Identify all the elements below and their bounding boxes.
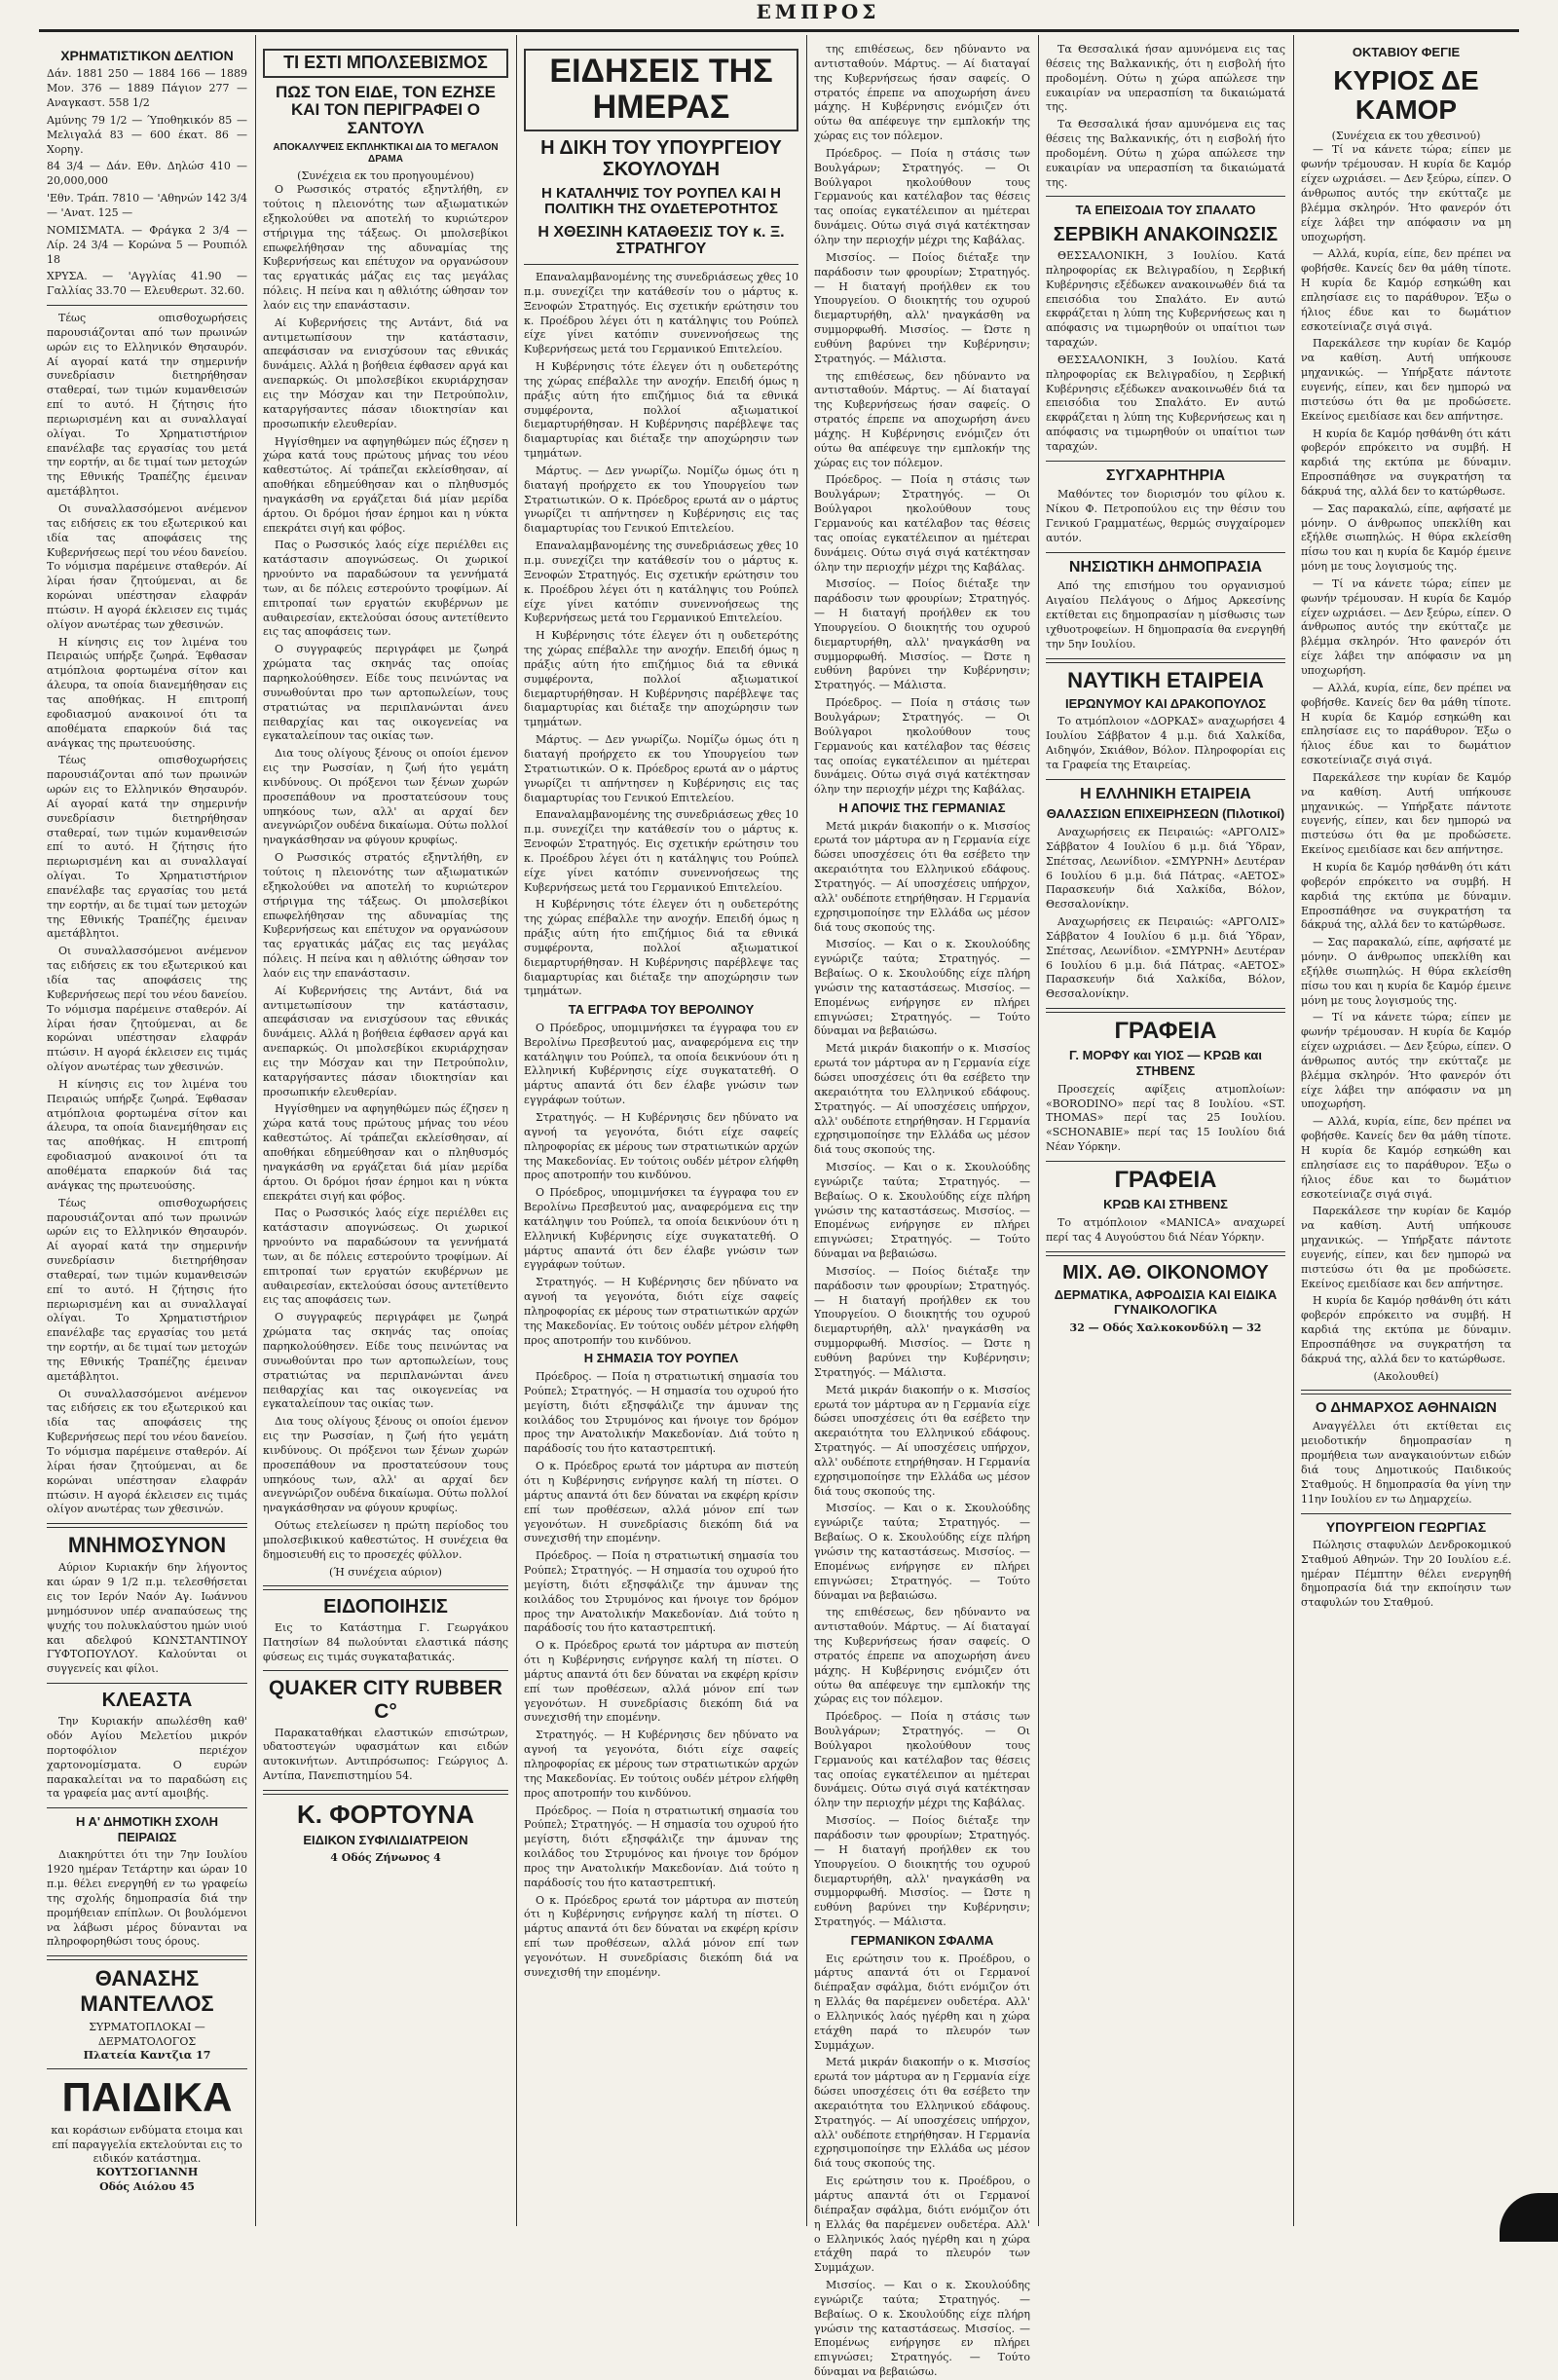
column-4 [806, 39, 1038, 2379]
article-paragraph: Πας ο Ρωσσικός λαός είχε περιέλθει εις κατάστασιν απογνώσεως. Οι χωρικοί ηρνούντο να παραδώσουν τα γεννήματά των, αι δε πόλεις εστερούντο τροφίμων. Αί επιτροπαί των εργατών εκυβέρνων με αυθαιρεσίαν, εκτελούσαι όσους αντετίθεντο εις τας αποφάσεις των. [263, 539, 508, 639]
article-paragraph: Μισσίος. — Και ο κ. Σκουλούδης εγνώριζε ταύτα; Στρατηγός. — Βεβαίως. Ο κ. Σκουλούδης είχε πλήρη γνώσιν της καταστάσεως. Μισσίος. — Επομένως ενήργησε εν πλήρει επιγνώσει; Στρατηγός. — Τούτο δύναμαι να βεβαιώσω. [814, 938, 1030, 1038]
article-paragraph: — Τί να κάνετε τώρα; είπεν με φωνήν τρέμουσαν. Η κυρία δε Καμόρ είχεν ωχριάσει. — Δεν ξεύρω, είπεν. Ο άνθρωπος αυτός την εκύτταζε με βλέμμα σκληρόν. Ήτο φανερόν ότι είχε λάβει την απόφασιν να μη υποχωρήση. [1301, 1011, 1511, 1111]
rupel-significance-heading: Η ΣΗΜΑΣΙΑ ΤΟΥ ΡΟΥΠΕΛ [583, 1351, 739, 1366]
article-paragraph: Τα Θεσσαλικά ήσαν αμυνόμενα εις τας θέσεις της Βαλκανικής, ότι η εισβολή ήτο προδομένη. Ούτω η χώρα απώλεσε την ευκαιρίαν να υπερασπίση τα δικαιώματά της. [1046, 118, 1285, 189]
article-paragraph: Δια τους ολίγους ξένους οι οποίοι έμενον εις την Ρωσσίαν, η ζωή ήτο γεμάτη κινδύνους. Οι πρόξενοι των ξένων χωρών προσεπάθουν να προστατεύσουν τους υπηκόους των, αλλ' αι αρχαί δεν ανεγνώριζον ουδένα δικαίωμα. Ούτω πολλοί ηναγκάσθησαν να φύγουν κρυφίως. [263, 747, 508, 847]
article-paragraph: Η κυρία δε Καμόρ ησθάνθη ότι κάτι φοβερόν επρόκειτο να συμβή. Η καρδιά της εκτύπα με δύναμιν. Επροσπάθησε να συγκρατήση τα δάκρυά της, αλλά δεν το κατώρθωσε. [1301, 427, 1511, 498]
article-paragraph: Ο συγγραφεύς περιγράφει με ζωηρά χρώματα τας σκηνάς τας οποίας παρηκολούθησεν. Είδε τους πεινώντας να συνωθούνται προ των αρτοπωλείων, τους στρατιώτας να περιπλανώνται άνευ πειθαρχίας και τας οικογενείας να εγκαταλείπουν τας οικίας των. [263, 643, 508, 743]
article-paragraph: Ούτως ετελείωσεν η πρώτη περίοδος του μπολσεβικικού καθεστώτος. Η συνέχεια θα δημοσιευθή εις το προσεχές φύλλον. [263, 1519, 508, 1561]
offices-heading: ΓΡΑΦΕΙΑ [1114, 1018, 1217, 1045]
continued-note: (Συνέχεια εκ του προηγουμένου) [297, 168, 474, 182]
offices-heading-2: ΓΡΑΦΕΙΑ [1114, 1166, 1217, 1193]
article-paragraph: Ο Ρωσσικός στρατός εξηντλήθη, εν τούτοις η πλειονότης των αξιωματικών εξηκολούθει να αποτελή το κυριώτερον στήριγμα της τάξεως. Οι μπολσεβίκοι επωφελήθησαν της αδυναμίας της Κυβερνήσεως και επέτυχον να οργανώσουν τας εργατικάς μάζας εις τας μεγάλας πόλεις. Η πείνα και η αθλιότης ώθησαν τον λαόν εις την επανάστασιν. [263, 851, 508, 980]
article-paragraph: — Σας παρακαλώ, είπε, αφήσατέ με μόνην. Ο άνθρωπος υπεκλίθη και εξήλθε σιωπηλώς. Η θύρα εκλείσθη πίσω του και η κυρία δε Καμόρ έμεινε μόνη με τους λογισμούς της. [1301, 936, 1511, 1007]
article-paragraph: Πας ο Ρωσσικός λαός είχε περιέλθει εις κατάστασιν απογνώσεως. Οι χωρικοί ηρνούντο να παραδώσουν τα γεννήματά των, αι δε πόλεις εστερούντο τροφίμων. Αί επιτροπαί των εργατών εκυβέρνων με αυθαιρεσίαν, εκτελούσαι όσους αντετίθεντο εις τας αποφάσεις των. [263, 1207, 508, 1307]
doctor-ad-address: 32 — Οδός Χαλκοκονδύλη — 32 [1069, 1320, 1262, 1334]
mayor-text: Αναγγέλλει ότι εκτίθεται εις μειοδοτικήν δημοπρασίαν η προμήθεια των αναγκαιούντων ειδών διά τους Δημοτικούς Παιδικούς Σταθμούς. Η δημοπρασία θα γίνη την 11ην Ιουλίου εν τω Δημαρχείω. [1301, 1420, 1511, 1506]
article-paragraph: Η κίνησις εις τον λιμένα του Πειραιώς υπήρξε ζωηρά. Έφθασαν ατμόπλοια φορτωμένα σίτον και άλευρα, τα οποία διανεμήθησαν εις τας αποθήκας. Η επιτροπή εφοδιασμού ανακοινοί ότι τα αποθέματα επαρκούν διά τας ανάγκας της πρωτευούσης. [47, 1077, 247, 1192]
divider [263, 1790, 508, 1795]
article-paragraph: Μαθόντες τον διορισμόν του φίλου κ. Νίκου Φ. Πετροπούλου εις την θέσιν του Γενικού Γραμματέως, θερμώς συγχαίρομεν αυτόν. [1046, 488, 1285, 544]
divider [1046, 1161, 1285, 1162]
advertiser-trade: ΣΥΡΜΑΤΟΠΛΟΚΑΙ — ΔΕΡΜΑΤΟΛΟΓΟΣ [89, 2021, 205, 2048]
article-paragraph: Οι συναλλασσόμενοι ανέμενον τας ειδήσεις εκ του εξωτερικού και ιδία τας αποφάσεις της Κυβερνήσεως περί του νέου δανείου. Το νόμισμα παρέμεινε σταθερόν. Αί λίραι ήσαν ζητούμεναι, αι δε κορώναι υπέστησαν ελαφράν πτώσιν. Η αγορά έκλεισεν εις τιμάς ολίγον ανωτέρας των χθεσινών. [47, 945, 247, 1074]
offices-owners: Γ. ΜΟΡΦΥ και ΥΙΟΣ — ΚΡΩΒ και ΣΤΗΒΕΝΣ [1069, 1048, 1262, 1079]
article-paragraph: Παρεκάλεσε την κυρίαν δε Καμόρ να καθίση. Αυτή υπήκουσε μηχανικώς. — Υπήρξατε πάντοτε ευγενής, είπεν, και δεν ημπορώ να πιστεύσω ότι θα με προδώσετε. Εκείνος εμειδίασε και δεν απήντησε. [1301, 1205, 1511, 1290]
article-paragraph: Δια τους ολίγους ξένους οι οποίοι έμενον εις την Ρωσσίαν, η ζωή ήτο γεμάτη κινδύνους. Οι πρόξενοι των ξένων χωρών προσεπάθουν να προστατεύσουν τους υπηκόους των, αλλ' αι αρχαί δεν ανεγνώριζον ουδένα δικαίωμα. Ούτω πολλοί ηναγκάσθησαν να φύγουν κρυφίως. [263, 1415, 508, 1515]
article-paragraph: Ο Πρόεδρος, υπομιμνήσκει τα έγγραφα του εν Βερολίνω Πρεσβευτού μας, αναφερόμενα εις την κατάληψιν του Ρούπελ, τα οποία δεικνύουν ότι η Ελληνική Κυβέρνησις είχε συγκατατεθή. Ο μάρτυς απαντά ότι δεν έλαβε γνώσιν των εγγράφων τούτων. [524, 1186, 798, 1272]
serial-title: ΚΥΡΙΟΣ ΔΕ ΚΑΜΟΡ [1333, 64, 1479, 126]
divider [47, 1523, 247, 1528]
article-paragraph: Η κυρία δε Καμόρ ησθάνθη ότι κάτι φοβερόν επρόκειτο να συμβή. Η καρδιά της εκτύπα με δύναμιν. Επροσπάθησε να συγκρατήση τα δάκρυά της, αλλά δεν το κατώρθωσε. [1301, 860, 1511, 932]
article-paragraph: Πρόεδρος. — Ποία η στρατιωτική σημασία του Ρούπελ; Στρατηγός. — Η σημασία του οχυρού ήτο μεγίστη, διότι εξησφάλιζε την άμυναν της κοιλάδος του Στρυμόνος και ήνοιγε τον δρόμον προς την Ανατολικήν Μακεδονίαν. Διά τούτο η παράδοσίς του ήτο καταστρεπτική. [524, 1549, 798, 1635]
article-paragraph: — Αλλά, κυρία, είπε, δεν πρέπει να φοβήσθε. Κανείς δεν θα μάθη τίποτε. Η κυρία δε Καμόρ εσηκώθη και επλησίασε εις το παράθυρον. Έξω ο ήλιος έδυε και το δωμάτιον εσκοτείνιαζε σιγά σιγά. [1301, 681, 1511, 767]
lost-text: Την Κυριακήν απωλέσθη καθ' οδόν Αγίου Μελετίου μικρόν πορτοφόλιον περιέχον χαρτονομίσματα. Ο ευρών παρακαλείται να το παραδώση εις τα γραφεία μας αντί αμοιβής. [47, 1715, 247, 1801]
divider [47, 1683, 247, 1684]
continued-tomorrow: (Ή συνέχεια αύριον) [329, 1565, 442, 1579]
greek-company-subheading: ΘΑΛΑΣΣΙΩΝ ΕΠΙΧΕΙΡΗΣΕΩΝ (Πιλοτικοί) [1046, 806, 1285, 822]
divider [47, 1955, 247, 1960]
article-paragraph: ΘΕΣΣΑΛΟΝΙΚΗ, 3 Ιουλίου. Κατά πληροφορίας εκ Βελιγραδίου, η Σερβική Κυβέρνησις εξέδωκεν ανακοινωθέν διά τα επεισόδια του Σπαλάτο. Εν αυτώ εκφράζεται η λύπη της Κυβερνήσεως και η απόφασις να τιμωρηθούν οι υπαίτιοι των ταραχών. [1046, 249, 1285, 350]
article-paragraph: Πρόεδρος. — Ποία η στάσις των Βουλγάρων; Στρατηγός. — Οι Βούλγαροι ηκολούθουν τους Γερμανούς και κατέλαβον τας θέσεις τας οποίας εγκατέλειπον αι ημέτεραι δυνάμεις. Ούτω σιγά σιγά κατέκτησαν όλην την περιοχήν μέχρι της Καβάλας. [814, 473, 1030, 574]
greek-company-text: Αναχωρήσεις εκ Πειραιώς: «ΑΡΓΟΛΙΣ» Σάββατον 4 Ιουλίου 6 μ.μ. διά Ύδραν, Σπέτσας, Λεωνίδιον. «ΣΜΥΡΝΗ» Δευτέραν 6 Ιουλίου 6 μ.μ. διά Πάτρας. «ΑΕΤΟΣ» Παρασκευήν διά Χαλκίδα, Βόλον, Θεσσαλονίκην. [1046, 825, 1285, 911]
trial-heading: Η ΔΙΚΗ ΤΟΥ ΥΠΟΥΡΓΕΙΟΥ ΣΚΟΥΛΟΥΔΗ [540, 136, 782, 180]
article-paragraph: Μισσίος. — Και ο κ. Σκουλούδης εγνώριζε ταύτα; Στρατηγός. — Βεβαίως. Ο κ. Σκουλούδης είχε πλήρη γνώσιν της καταστάσεως. Μισσίος. — Επομένως ενήργησε εν πλήρει επιγνώσει; Στρατηγός. — Τούτο δύναμαι να βεβαιώσω. [814, 2279, 1030, 2379]
news-of-the-day-heading: ΕΙΔΗΣΕΙΣ ΤΗΣ ΗΜΕΡΑΣ [524, 49, 798, 131]
article-paragraph: Ο κ. Πρόεδρος ερωτά τον μάρτυρα αν πιστεύη ότι η Κυβέρνησις ενήργησε καλή τη πίστει. Ο μάρτυς απαντά ότι δεν δύναται να εκφέρη κρίσιν επί των προθέσεων, αλλά μόνον επί των γεγονότων. Η συνεδρίασις διεκόπη διά να συνεχισθή την επομένην. [524, 1893, 798, 1979]
school-heading: Η Α' ΔΗΜΟΤΙΚΗ ΣΧΟΛΗ ΠΕΙΡΑΙΩΣ [75, 1814, 219, 1844]
article-paragraph: Πρόεδρος. — Ποία η στάσις των Βουλγάρων; Στρατηγός. — Οι Βούλγαροι ηκολούθουν τους Γερμανούς και κατέλαβον τας θέσεις τας οποίας εγκατέλειπον αι ημέτεραι δυνάμεις. Ούτω σιγά σιγά κατέκτησαν όλην την περιοχήν μέχρι της Καβάλας. [814, 696, 1030, 797]
doctor-ad-heading: ΜΙΧ. ΑΘ. ΟΙΚΟΝΟΜΟΥ [1062, 1261, 1269, 1283]
article-paragraph: Πρόεδρος. — Ποία η στρατιωτική σημασία του Ρούπελ; Στρατηγός. — Η σημασία του οχυρού ήτο μεγίστη, διότι εξησφάλιζε την άμυναν της κοιλάδος του Στρυμόνος και ήνοιγε τον δρόμον προς την Ανατολικήν Μακεδονίαν. Διά τούτο η παράδοσίς του ήτο καταστρεπτική. [524, 1804, 798, 1889]
divider [47, 305, 247, 306]
island-auction-heading: ΝΗΣΙΩΤΙΚΗ ΔΗΜΟΠΡΑΣΙΑ [1068, 558, 1263, 576]
offices-owners-2: ΚΡΩΒ ΚΑΙ ΣΤΗΒΕΝΣ [1103, 1197, 1228, 1212]
congratulations-heading: ΣΥΓΧΑΡΗΤΗΡΙΑ [1105, 466, 1226, 484]
article-paragraph: Πρόεδρος. — Ποία η στρατιωτική σημασία του Ρούπελ; Στρατηγός. — Η σημασία του οχυρού ήτο μεγίστη, διότι εξησφάλιζε την άμυναν της κοιλάδος του Στρυμόνος και ήνοιγε τον δρόμον προς την Ανατολικήν Μακεδονίαν. Διά τούτο η παράδοσίς του ήτο καταστρεπτική. [524, 1370, 798, 1456]
article-paragraph: — Αλλά, κυρία, είπε, δεν πρέπει να φοβήσθε. Κανείς δεν θα μάθη τίποτε. Η κυρία δε Καμόρ εσηκώθη και επλησίασε εις το παράθυρον. Έξω ο ήλιος έδυε και το δωμάτιον εσκοτείνιαζε σιγά σιγά. [1301, 1115, 1511, 1201]
article-paragraph: Ηγγίσθημεν να αφηγηθώμεν πώς έζησεν η χώρα κατά τους πρώτους μήνας του νέου καθεστώτος. Αί τράπεζαι εκλείσθησαν, αί αποθήκαι εδημεύθησαν και ο πληθυσμός ηναγκάσθη να εργάζεται διά μίαν μερίδα άρτου. Οι δρόμοι ήσαν έρημοι και η νύκτα επεκράτει σιγή και φόβος. [263, 1102, 508, 1203]
article-paragraph: Μισσίος. — Ποίος διέταξε την παράδοσιν των φρουρίων; Στρατηγός. — Η διαταγή προήλθεν εκ του Υπουργείου. Ο διοικητής του οχυρού διεμαρτυρήθη, αλλ' ηναγκάσθη να συμμορφωθή. Μισσίος. — Ώστε η ευθύνη βαρύνει την Κυβέρνησιν; Στρατηγός. — Μάλιστα. [814, 250, 1030, 365]
article-paragraph: Μισσίος. — Ποίος διέταξε την παράδοσιν των φρουρίων; Στρατηγός. — Η διαταγή προήλθεν εκ του Υπουργείου. Ο διοικητής του οχυρού διεμαρτυρήθη, αλλ' ηναγκάσθη να συμμορφωθή. Μισσίος. — Ώστε η ευθύνη βαρύνει την Κυβέρνησιν; Στρατηγός. — Μάλιστα. [814, 577, 1030, 692]
fortouna-address: 4 Οδός Ζήνωνος 4 [330, 1851, 441, 1865]
column-6 [1293, 39, 1519, 2220]
column-2 [255, 39, 516, 2220]
article-paragraph: Αί Κυβερνήσεις της Αντάντ, διά να αντιμετωπίσουν την κατάστασιν, απεφάσισαν να ενισχύσουν τας εθνικάς δυνάμεις. Αλλά η βοήθεια έφθασεν αργά και ανεπαρκώς. Οι μπολσεβίκοι εκυριάρχησαν εις την Μόσχαν και την Πετρούπολιν, καταργήσαντες πάσαν ιδιοκτησίαν και προσωπικήν ελευθερίαν. [263, 984, 508, 1098]
article-paragraph: Μισσίος. — Και ο κ. Σκουλούδης εγνώριζε ταύτα; Στρατηγός. — Βεβαίως. Ο κ. Σκουλούδης είχε πλήρη γνώσιν της καταστάσεως. Μισσίος. — Επομένως ενήργησε εν πλήρει επιγνώσει; Στρατηγός. — Τούτο δύναμαι να βεβαιώσω. [814, 1161, 1030, 1261]
divider [1046, 552, 1285, 553]
german-error-heading: ΓΕΡΜΑΝΙΚΟΝ ΣΦΑΛΜΑ [850, 1932, 994, 1948]
fortouna-text: ΕΙΔΙΚΟΝ ΣΥΦΙΛΙΔΙΑΤΡΕΙΟΝ [303, 1832, 468, 1847]
article-paragraph: Στρατηγός. — Η Κυβέρνησις δεν ηδύνατο να αγνοή τα γεγονότα, διότι είχε σαφείς πληροφορίας εκ μέρους των στρατιωτικών αρχών της Μακεδονίας. Εν τούτοις ουδέν μέτρον ελήφθη προς αποτροπήν του κινδύνου. [524, 1276, 798, 1347]
shop-address: Οδός Αιόλου 45 [99, 2179, 195, 2193]
bolshevism-kicker: ΑΠΟΚΑΛΥΨΕΙΣ ΕΚΠΛΗΚΤΙΚΑΙ ΔΙΑ ΤΟ ΜΕΓΑΛΟΝ ΔΡΑΜΑ [273, 141, 499, 165]
article-paragraph: της επιθέσεως, δεν ηδύναντο να αντισταθούν. Μάρτυς. — Αί διαταγαί της Κυβερνήσεως ήσαν σαφείς. Ο στρατός έπρεπε να αποχωρήση άνευ μάχης. Η Κυβέρνησις ενόμιζεν ότι ούτω θα απέφευγε την εμπλοκήν της χώρας εις τον πόλεμον. [814, 1606, 1030, 1706]
agriculture-text: Πώλησις σταφυλών Δενδροκομικού Σταθμού Αθηνών. Την 20 Ιουλίου ε.έ. ημέραν Πέμπτην θέλει ενεργηθή δημοπρασία διά την εκποίησιν των σταφυλών του Σταθμού. [1301, 1538, 1511, 1610]
stock-line: 84 3/4 — Δάν. Εθν. Δηλώσ 410 — 20,000,000 [47, 160, 247, 188]
article-paragraph: ΘΕΣΣΑΛΟΝΙΚΗ, 3 Ιουλίου. Κατά πληροφορίας εκ Βελιγραδίου, η Σερβική Κυβέρνησις εξέδωκεν ανακοινωθέν διά τα επεισόδια του Σπαλάτο. Εν αυτώ εκφράζεται η λύπη της Κυβερνήσεως και η απόφασις να τιμωρηθούν οι υπαίτιοι των ταραχών. [1046, 353, 1285, 453]
article-paragraph: Εις ερώτησιν του κ. Προέδρου, ο μάρτυς απαντά ότι οι Γερμανοί διέπραξαν σφάλμα, διότι ενόμιζον ότι η Ελλάς θα παρέμενεν ουδετέρα. Αλλ' ο Ελληνικός λαός ηγέρθη και η χώρα ετάχθη παρά το πλευρόν των Συμμάχων. [814, 1952, 1030, 2052]
quaker-heading: QUAKER CITY RUBBER C° [269, 1677, 502, 1723]
article-paragraph: Τα Θεσσαλικά ήσαν αμυνόμενα εις τας θέσεις της Βαλκανικής, ότι η εισβολή ήτο προδομένη. Ούτω η χώρα απώλεσε την ευκαιρίαν να υπερασπίση τα δικαιώματά της. [1046, 43, 1285, 114]
article-paragraph: — Σας παρακαλώ, είπε, αφήσατέ με μόνην. Ο άνθρωπος υπεκλίθη και εξήλθε σιωπηλώς. Η θύρα εκλείσθη πίσω του και η κυρία δε Καμόρ έμεινε μόνη με τους λογισμούς της. [1301, 502, 1511, 574]
shipping-company-text: Το ατμόπλοιον «ΔΟΡΚΑΣ» αναχωρήσει 4 Ιουλίου Σάββατον 4 μ.μ. διά Χαλκίδα, Αιδηψόν, Σκιάθον, Βόλον. Πληροφορίαι εις τα Γραφεία της Εταιρείας. [1046, 715, 1285, 771]
fortouna-heading: Κ. ΦΟΡΤΟΥΝΑ [297, 1800, 474, 1830]
article-paragraph: — Αλλά, κυρία, είπε, δεν πρέπει να φοβήσθε. Κανείς δεν θα μάθη τίποτε. Η κυρία δε Καμόρ εσηκώθη και επλησίασε εις το παράθυρον. Έξω ο ήλιος έδυε και το δωμάτιον εσκοτείνιαζε σιγά σιγά. [1301, 247, 1511, 333]
divider [1301, 1390, 1511, 1395]
article-paragraph: Η κυρία δε Καμόρ ησθάνθη ότι κάτι φοβερόν επρόκειτο να συμβή. Η καρδιά της εκτύπα με δύναμιν. Επροσπάθησε να συγκρατήση τα δάκρυά της, αλλά δεν το κατώρθωσε. [1301, 1294, 1511, 1365]
article-paragraph: Μετά μικράν διακοπήν ο κ. Μισσίος ερωτά τον μάρτυρα αν η Γερμανία είχε δώσει υποσχέσεις ότι θα εσέβετο την ακεραιότητα του Ελληνικού εδάφους. Στρατηγός. — Αί υποσχέσεις υπήρχον, αλλ' ουδέποτε ετηρήθησαν. Η Γερμανία εχρησιμοποίησε την Ελλάδα ως μέσον διά τους σκοπούς της. [814, 819, 1030, 934]
stock-line: Δάν. 1881 250 — 1884 166 — 1889 Μον. 376 — 1889 Πάγιον 277 — Αναγκαστ. 558 1/2 [47, 67, 247, 110]
article-paragraph: Επαναλαμβανομένης της συνεδριάσεως χθες 10 π.μ. συνεχίζει την κατάθεσίν του ο μάρτυς κ. Ξενοφών Στρατηγός. Εις σχετικήν ερώτησιν του κ. Προέδρου λέγει ότι η κατάληψις του Ρούπελ είχε γίνει κατόπιν συνεννοήσεως της Κυβερνήσεως μετά του Γερμανικού Επιτελείου. [524, 270, 798, 356]
article-paragraph: Εις ερώτησιν του κ. Προέδρου, ο μάρτυς απαντά ότι οι Γερμανοί διέπραξαν σφάλμα, διότι ενόμιζον ότι η Ελλάς θα παρέμενεν ουδετέρα. Αλλ' ο Ελληνικός λαός ηγέρθη και η χώρα ετάχθη παρά το πλευρόν των Συμμάχων. [814, 2175, 1030, 2275]
article-paragraph: Επαναλαμβανομένης της συνεδριάσεως χθες 10 π.μ. συνεχίζει την κατάθεσίν του ο μάρτυς κ. Ξενοφών Στρατηγός. Εις σχετικήν ερώτησιν του κ. Προέδρου λέγει ότι η κατάληψις του Ρούπελ είχε γίνει κατόπιν συνεννοήσεως της Κυβερνήσεως μετά του Γερμανικού Επιτελείου. [524, 808, 798, 894]
article-paragraph: Παρεκάλεσε την κυρίαν δε Καμόρ να καθίση. Αυτή υπήκουσε μηχανικώς. — Υπήρξατε πάντοτε ευγενής, είπεν, και δεν ημπορώ να πιστεύσω ότι θα με προδώσετε. Εκείνος εμειδίασε και δεν απήντησε. [1301, 337, 1511, 423]
article-paragraph: Η κίνησις εις τον λιμένα του Πειραιώς υπήρξε ζωηρά. Έφθασαν ατμόπλοια φορτωμένα σίτον και άλευρα, τα οποία διανεμήθησαν εις τας αποθήκας. Η επιτροπή εφοδιασμού ανακοινοί ότι τα αποθέματα επαρκούν διά τας ανάγκας της πρωτευούσης. [47, 635, 247, 750]
divider [524, 264, 798, 265]
shipping-company-owners: ΙΕΡΩΝΥΜΟΥ ΚΑΙ ΔΡΑΚΟΠΟΥΛΟΣ [1064, 695, 1267, 711]
article-paragraph: Πρόεδρος. — Ποία η στάσις των Βουλγάρων; Στρατηγός. — Οι Βούλγαροι ηκολούθουν τους Γερμανούς και κατέλαβον τας θέσεις τας οποίας εγκατέλειπον αι ημέτεραι δυνάμεις. Ούτω σιγά σιγά κατέκτησαν όλην την περιοχήν μέχρι της Καβάλας. [814, 1710, 1030, 1810]
divider [47, 1807, 247, 1808]
divider [263, 1585, 508, 1590]
advertiser-address: Πλατεία Καντζια 17 [83, 2048, 211, 2062]
testimony-heading: Η ΧΘΕΣΙΝΗ ΚΑΤΑΘΕΣΙΣ ΤΟΥ κ. Ξ. ΣΤΡΑΤΗΓΟΥ [538, 223, 785, 258]
article-paragraph: Τέως οπισθοχωρήσεις παρουσιάζονται από των πρωινών ωρών εις το Ελληνικόν Θησαυρόν. Αί αγοραί κατά την σημερινήν συνεδρίασιν διετηρήθησαν σταθεραί, των τιμών κυμανθεισών επί το αυτό. Η ζήτησις ήτο περιωρισμένη και αι συναλλαγαί ολίγαι. Το Χρηματιστήριον επανέλαβε τας εργασίας του μετά την εορτήν, αι δε τιμαί των μετοχών της Εθνικής Τραπέζης έμειναν αμετάβλητοι. [47, 754, 247, 941]
divider [1046, 461, 1285, 462]
article-paragraph: της επιθέσεως, δεν ηδύναντο να αντισταθούν. Μάρτυς. — Αί διαταγαί της Κυβερνήσεως ήσαν σαφείς. Ο στρατός έπρεπε να αποχωρήση άνευ μάχης. Η Κυβέρνησις ενόμιζεν ότι ούτω θα απέφευγε την εμπλοκήν της χώρας εις τον πόλεμον. [814, 369, 1030, 469]
article-paragraph: Μάρτυς. — Δεν γνωρίζω. Νομίζω όμως ότι η διαταγή προήρχετο εκ του Υπουργείου των Στρατιωτικών. Ο κ. Πρόεδρος ερωτά αν ο μάρτυς γνωρίζει τι απήντησεν η Κυβέρνησις εις τας διαμαρτυρίας του Γενικού Επιτελείου. [524, 464, 798, 536]
article-paragraph: Ο κ. Πρόεδρος ερωτά τον μάρτυρα αν πιστεύη ότι η Κυβέρνησις ενήργησε καλή τη πίστει. Ο μάρτυς απαντά ότι δεν δύναται να εκφέρη κρίσιν επί των προθέσεων, αλλά μόνον επί των γεγονότων. Η συνεδρίασις διεκόπη διά να συνεχισθή την επομένην. [524, 1639, 798, 1725]
article-paragraph: Ηγγίσθημεν να αφηγηθώμεν πώς έζησεν η χώρα κατά τους πρώτους μήνας του νέου καθεστώτος. Αί τράπεζαι εκλείσθησαν, αί αποθήκαι εδημεύθησαν και ο πληθυσμός ηναγκάσθη να εργάζεται διά μίαν μερίδα άρτου. Οι δρόμοι ήσαν έρημοι και η νύκτα επεκράτει σιγή και φόβος. [263, 434, 508, 535]
quaker-text: Παρακαταθήκαι ελαστικών επισώτρων, υδατοστεγών υφασμάτων και ειδών αυτοκινήτων. Αντιπρόσωπος: Γεώργιος Δ. Αντίπα, Πανεπιστημίου 54. [263, 1726, 508, 1783]
article-paragraph: Ο κ. Πρόεδρος ερωτά τον μάρτυρα αν πιστεύη ότι η Κυβέρνησις ενήργησε καλή τη πίστει. Ο μάρτυς απαντά ότι δεν δύναται να εκφέρη κρίσιν επί των προθέσεων, αλλά μόνον επί των γεγονότων. Η συνεδρίασις διεκόπη διά να συνεχισθή την επομένην. [524, 1460, 798, 1545]
article-paragraph: Τέως οπισθοχωρήσεις παρουσιάζονται από των πρωινών ωρών εις το Ελληνικόν Θησαυρόν. Αί αγοραί κατά την σημερινήν συνεδρίασιν διετηρήθησαν σταθεραί, των τιμών κυμανθεισών επί το αυτό. Η ζήτησις ήτο περιωρισμένη και αι συναλλαγαί ολίγαι. Το Χρηματιστήριον επανέλαβε τας εργασίας του μετά την εορτήν, αι δε τιμαί των μετοχών της Εθνικής Τραπέζης έμειναν αμετάβλητοι. [47, 1196, 247, 1383]
stock-bulletin-heading: ΧΡΗΜΑΤΙΣΤΙΚΟΝ ΔΕΛΤΙΟΝ [60, 48, 234, 63]
greek-company-heading: Η ΕΛΛΗΝΙΚΗ ΕΤΑΙΡΕΙΑ [1080, 785, 1251, 802]
article-paragraph: Ο Πρόεδρος, υπομιμνήσκει τα έγγραφα του εν Βερολίνω Πρεσβευτού μας, αναφερόμενα εις την κατάληψιν του Ρούπελ, τα οποία δεικνύουν ότι η Ελληνική Κυβέρνησις είχε συγκατατεθή. Ο μάρτυς απαντά ότι δεν έλαβε γνώσιν των εγγράφων τούτων. [524, 1021, 798, 1107]
bolshevism-subheading: ΠΩΣ ΤΟΝ ΕΙΔΕ, ΤΟΝ ΕΖΗΣΕ ΚΑΙ ΤΟΝ ΠΕΡΙΓΡΑΦΕΙ Ο ΣΑΝΤΟΥΛ [275, 82, 497, 138]
stock-line: Αμύνης 79 1/2 — Ύποθηκικόν 85 — Μελιγαλά 83 — 600 έκατ. 86 — Χορηγ. [47, 113, 247, 156]
article-paragraph: Ο συγγραφεύς περιγράφει με ζωηρά χρώματα τας σκηνάς τας οποίας παρηκολούθησεν. Είδε τους πεινώντας να συνωθούνται προ των αρτοπωλείων, τους στρατιώτας να περιπλανώνται άνευ πειθαρχίας και τας οικογενείας να εγκαταλείπουν τας οικίας των. [263, 1311, 508, 1411]
agriculture-heading: ΥΠΟΥΡΓΕΙΟΝ ΓΕΩΡΓΙΑΣ [1325, 1518, 1487, 1535]
memorial-heading: ΜΝΗΜΟΣΥΝΟΝ [67, 1533, 227, 1558]
article-paragraph: Μετά μικράν διακοπήν ο κ. Μισσίος ερωτά τον μάρτυρα αν η Γερμανία είχε δώσει υποσχέσεις ότι θα εσέβετο την ακεραιότητα του Ελληνικού εδάφους. Στρατηγός. — Αί υποσχέσεις υπήρχον, αλλ' ουδέποτε ετηρήθησαν. Η Γερμανία εχρησιμοποίησε την Ελλάδα ως μέσον διά τους σκοπούς της. [814, 1042, 1030, 1157]
shipping-company-heading: ΝΑΥΤΙΚΗ ΕΤΑΙΡΕΙΑ [1067, 667, 1264, 692]
offices-text: Προσεχείς αφίξεις ατμοπλοίων: «BORODINO» περί τας 8 Ιουλίου. «ST. THOMAS» περί τας 25 Ιουλίου. «SCHONABIE» περί τας 15 Ιουλίου διά Νέαν Υόρκην. [1046, 1082, 1285, 1154]
article-paragraph: Η Κυβέρνησις τότε έλεγεν ότι η ουδετερότης της χώρας επέβαλλε την ανοχήν. Επειδή όμως η πράξις αύτη ήτο επιζήμιος διά τα εθνικά συμφέροντα, πολλοί αξιωματικοί διεμαρτυρήθησαν. Η Κυβέρνησις παρέβλεψε τας διαμαρτυρίας και διέταξε την αποχώρησιν των τμημάτων. [524, 360, 798, 461]
notice-text: Εις το Κατάστημα Γ. Γεωργάκου Πατησίων 84 πωλούνται ελαστικά πάσης φύσεως εις τιμάς συγκαταβατικάς. [263, 1620, 508, 1663]
divider [1046, 196, 1285, 197]
divider [1046, 779, 1285, 780]
article-paragraph: Η Κυβέρνησις τότε έλεγεν ότι η ουδετερότης της χώρας επέβαλλε την ανοχήν. Επειδή όμως η πράξις αύτη ήτο επιζήμιος διά τα εθνικά συμφέροντα, πολλοί αξιωματικοί διεμαρτυρήθησαν. Η Κυβέρνησις παρέβλεψε τας διαμαρτυρίας και διέταξε την αποχώρησιν των τμημάτων. [524, 629, 798, 729]
greek-company-text: Αναχωρήσεις εκ Πειραιώς: «ΑΡΓΟΛΙΣ» Σάββατον 4 Ιουλίου 6 μ.μ. διά Ύδραν, Σπέτσας, Λεωνίδιον. «ΣΜΥΡΝΗ» Δευτέραν 6 Ιουλίου 6 μ.μ. διά Πάτρας. «ΑΕΤΟΣ» Παρασκευήν διά Χαλκίδα, Βόλον, Θεσσαλονίκην. [1046, 915, 1285, 1001]
lost-heading: ΚΛΕΑΣΤΑ [101, 1690, 193, 1712]
article-paragraph: Μάρτυς. — Δεν γνωρίζω. Νομίζω όμως ότι η διαταγή προήρχετο εκ του Υπουργείου των Στρατιωτικών. Ο κ. Πρόεδρος ερωτά αν ο μάρτυς γνωρίζει τι απήντησεν η Κυβέρνησις εις τας διαμαρτυρίας του Γενικού Επιτελείου. [524, 733, 798, 804]
article-paragraph: — Τί να κάνετε τώρα; είπεν με φωνήν τρέμουσαν. Η κυρία δε Καμόρ είχεν ωχριάσει. — Δεν ξεύρω, είπεν. Ο άνθρωπος αυτός την εκύτταζε με βλέμμα σκληρόν. Ήτο φανερόν ότι είχε λάβει την απόφασιν να μη υποχωρήση. [1301, 143, 1511, 243]
article-paragraph: Στρατηγός. — Η Κυβέρνησις δεν ηδύνατο να αγνοή τα γεγονότα, διότι είχε σαφείς πληροφορίας εκ μέρους των στρατιωτικών αρχών της Μακεδονίας. Εν τούτοις ουδέν μέτρον ελήφθη προς αποτροπήν του κινδύνου. [524, 1729, 798, 1800]
mayor-heading: Ο ΔΗΜΑΡΧΟΣ ΑΘΗΝΑΙΩΝ [1315, 1398, 1498, 1416]
divider [1046, 1251, 1285, 1256]
article-paragraph: Τέως οπισθοχωρήσεις παρουσιάζονται από των πρωινών ωρών εις το Ελληνικόν Θησαυρόν. Αί αγοραί κατά την σημερινήν συνεδρίασιν διετηρήθησαν σταθεραί, των τιμών κυμανθεισών επί το αυτό. Η ζήτησις ήτο περιωρισμένη και αι συναλλαγαί ολίγαι. Το Χρηματιστήριον επανέλαβε τας εργασίας του μετά την εορτήν, αι δε τιμαί των μετοχών της Εθνικής Τραπέζης έμειναν αμετάβλητοι. [47, 312, 247, 499]
divider [1046, 658, 1285, 663]
serial-author: ΟΚΤΑΒΙΟΥ ΦΕΓΙΕ [1352, 45, 1461, 59]
notice-heading: ΕΙΔΟΠΟΙΗΣΙΣ [323, 1595, 448, 1618]
article-paragraph: Μετά μικράν διακοπήν ο κ. Μισσίος ερωτά τον μάρτυρα αν η Γερμανία είχε δώσει υποσχέσεις ότι θα εσέβετο την ακεραιότητα του Ελληνικού εδάφους. Στρατηγός. — Αί υποσχέσεις υπήρχον, αλλ' ουδέποτε ετηρήθησαν. Η Γερμανία εχρησιμοποίησε την Ελλάδα ως μέσον διά τους σκοπούς της. [814, 1383, 1030, 1498]
article-paragraph: — Τί να κάνετε τώρα; είπεν με φωνήν τρέμουσαν. Η κυρία δε Καμόρ είχεν ωχριάσει. — Δεν ξεύρω, είπεν. Ο άνθρωπος αυτός την εκύτταζε με βλέμμα σκληρόν. Ήτο φανερόν ότι είχε λάβει την απόφασιν να μη υποχωρήση. [1301, 576, 1511, 678]
spalato-heading: ΤΑ ΕΠΕΙΣΟΔΙΑ ΤΟΥ ΣΠΑΛΑΤΟ [1075, 203, 1256, 218]
continued-note: (Συνέχεια εκ του χθεσινού) [1331, 130, 1481, 143]
article-paragraph: της επιθέσεως, δεν ηδύναντο να αντισταθούν. Μάρτυς. — Αί διαταγαί της Κυβερνήσεως ήσαν σαφείς. Ο στρατός έπρεπε να αποχωρήση άνευ μάχης. Η Κυβέρνησις ενόμιζεν ότι ούτω θα απέφευγε την εμπλοκήν της χώρας εις τον πόλεμον. [814, 43, 1030, 143]
school-text: Διακηρύττει ότι την 7ην Ιουλίου 1920 ημέραν Τετάρτην και ώραν 10 π.μ. θέλει ενεργηθή εν τω γραφείω της σχολής δημοπρασία διά την προμήθειαν επίπλων. Οι βουλόμενοι να λάβωσι μέρος δύνανται να πληροφορηθώσι τους όρους. [47, 1848, 247, 1949]
childrens-clothing-heading: ΠΑΙΔΙΚΑ [61, 2074, 233, 2121]
article-paragraph: Η Κυβέρνησις τότε έλεγεν ότι η ουδετερότης της χώρας επέβαλλε την ανοχήν. Επειδή όμως η πράξις αύτη ήτο επιζήμιος διά τα εθνικά συμφέροντα, πολλοί αξιωματικοί διεμαρτυρήθησαν. Η Κυβέρνησις παρέβλεψε τας διαμαρτυρίας και διέταξε την αποχώρησιν των τμημάτων. [524, 898, 798, 998]
berlin-documents-heading: ΤΑ ΕΓΓΡΑΦΑ ΤΟΥ ΒΕΡΟΛΙΝΟΥ [568, 1002, 755, 1018]
article-paragraph: Μετά μικράν διακοπήν ο κ. Μισσίος ερωτά τον μάρτυρα αν η Γερμανία είχε δώσει υποσχέσεις ότι θα εσέβετο την ακεραιότητα του Ελληνικού εδάφους. Στρατηγός. — Αί υποσχέσεις υπήρχον, αλλ' ουδέποτε ετηρήθησαν. Η Γερμανία εχρησιμοποίησε την Ελλάδα ως μέσον διά τους σκοπούς της. [814, 2056, 1030, 2171]
article-paragraph: Αί Κυβερνήσεις της Αντάντ, διά να αντιμετωπίσουν την κατάστασιν, απεφάσισαν να ενισχύσουν τας εθνικάς δυνάμεις. Αλλά η βοήθεια έφθασεν αργά και ανεπαρκώς. Οι μπολσεβίκοι εκυριάρχησαν εις την Μόσχαν και την Πετρούπολιν, καταργήσαντες πάσαν ιδιοκτησίαν και προσωπικήν ελευθερίαν. [263, 316, 508, 430]
serbian-announcement-heading: ΣΕΡΒΙΚΗ ΑΝΑΚΟΙΝΩΣΙΣ [1053, 224, 1279, 246]
german-view-heading: Η ΑΠΟΨΙΣ ΤΗΣ ΓΕΡΜΑΝΙΑΣ [838, 800, 1006, 816]
article-paragraph: Μισσίος. — Ποίος διέταξε την παράδοσιν των φρουρίων; Στρατηγός. — Η διαταγή προήλθεν εκ του Υπουργείου. Ο διοικητής του οχυρού διεμαρτυρήθη, αλλ' ηναγκάσθη να συμμορφωθή. Μισσίος. — Ώστε η ευθύνη βαρύνει την Κυβέρνησιν; Στρατηγός. — Μάλιστα. [814, 1264, 1030, 1379]
column-5 [1038, 39, 1293, 2220]
masthead [39, 0, 1519, 32]
divider [1046, 1008, 1285, 1013]
article-paragraph: Πρόεδρος. — Ποία η στάσις των Βουλγάρων; Στρατηγός. — Οι Βούλγαροι ηκολούθουν τους Γερμανούς και κατέλαβον τας θέσεις τας οποίας εγκατέλειπον αι ημέτεραι δυνάμεις. Ούτω σιγά σιγά κατέκτησαν όλην την περιοχήν μέχρι της Καβάλας. [814, 146, 1030, 246]
stock-line: ΧΡΥΣΑ. — 'Αγγλίας 41.90 — Γαλλίας 33.70 — Ελευθερωτ. 32.60. [47, 270, 247, 298]
article-paragraph: Παρεκάλεσε την κυρίαν δε Καμόρ να καθίση. Αυτή υπήκουσε μηχανικώς. — Υπήρξατε πάντοτε ευγενής, είπεν, και δεν ημπορώ να πιστεύσω ότι θα με προδώσετε. Εκείνος εμειδίασε και δεν απήντησε. [1301, 770, 1511, 857]
article-paragraph: Ο Ρωσσικός στρατός εξηντλήθη, εν τούτοις η πλειονότης των αξιωματικών εξηκολούθει να αποτελή το κυριώτερον στήριγμα της τάξεως. Οι μπολσεβίκοι επωφελήθησαν της αδυναμίας της Κυβερνήσεως και επέτυχον να οργανώσουν τας εργατικάς μάζας εις τας μεγάλας πόλεις. Η πείνα και η αθλιότης ώθησαν τον λαόν εις την επανάστασιν. [263, 183, 508, 312]
stock-line: 'Εθν. Τράπ. 7810 — 'Αθηνών 142 3/4 — 'Ανατ. 125 — [47, 192, 247, 219]
article-paragraph: Στρατηγός. — Η Κυβέρνησις δεν ηδύνατο να αγνοή τα γεγονότα, διότι είχε σαφείς πληροφορίας εκ μέρους των στρατιωτικών αρχών της Μακεδονίας. Εν τούτοις ουδέν μέτρον ελήφθη προς αποτροπήν του κινδύνου. [524, 1110, 798, 1182]
article-paragraph: Από της επισήμου του οργανισμού Αιγαίου Πελάγους ο Δήμος Αρκεσίνης εκτίθεται εις δημοπρασίαν η μίσθωσις των ιχθυοτροφείων. Η δημοπρασία θα ενεργηθή την 5ην Ιουλίου. [1046, 579, 1285, 651]
advertiser-name: ΘΑΝΑΣΗΣ ΜΑΝΤΕΛΛΟΣ [80, 1966, 214, 2017]
column-3 [516, 39, 806, 2220]
newspaper-title: ΕΜΠΡΟΣ [756, 0, 880, 23]
article-paragraph: Οι συναλλασσόμενοι ανέμενον τας ειδήσεις εκ του εξωτερικού και ιδία τας αποφάσεις της Κυβερνήσεως περί του νέου δανείου. Το νόμισμα παρέμεινε σταθερόν. Αί λίραι ήσαν ζητούμεναι, αι δε κορώναι υπέστησαν ελαφράν πτώσιν. Η αγορά έκλεισεν εις τιμάς ολίγον ανωτέρας των χθεσινών. [47, 1387, 247, 1516]
continued-note-end: (Ακολουθεί) [1373, 1369, 1439, 1383]
rupel-heading: Η ΚΑΤΑΛΗΨΙΣ ΤΟΥ ΡΟΥΠΕΛ ΚΑΙ Η ΠΟΛΙΤΙΚΗ ΤΗΣ ΟΥΔΕΤΕΡΟΤΗΤΟΣ [540, 184, 782, 218]
divider [47, 2068, 247, 2069]
bolshevism-heading: ΤΙ ΕΣΤΙ ΜΠΟΛΣΕΒΙΣΜΟΣ [263, 49, 508, 78]
divider [263, 1670, 508, 1671]
article-paragraph: Μισσίος. — Ποίος διέταξε την παράδοσιν των φρουρίων; Στρατηγός. — Η διαταγή προήλθεν εκ του Υπουργείου. Ο διοικητής του οχυρού διεμαρτυρήθη, αλλ' ηναγκάσθη να συμμορφωθή. Μισσίος. — Ώστε η ευθύνη βαρύνει την Κυβέρνησιν; Στρατηγός. — Μάλιστα. [814, 1814, 1030, 1929]
childrens-clothing-text: και κοράσιων ενδύματα ετοιμα και επί παραγγελία εκτελούνται εις το ειδικόν κατάστημα. [51, 2124, 243, 2165]
doctor-ad-text: ΔΕΡΜΑΤΙΚΑ, ΑΦΡΟΔΙΣΙΑ ΚΑΙ ΕΙΔΙΚΑ ΓΥΝΑΙΚΟΛΟΓΙΚΑ [1054, 1286, 1278, 1318]
column-1 [39, 39, 255, 2220]
article-paragraph: Οι συναλλασσόμενοι ανέμενον τας ειδήσεις εκ του εξωτερικού και ιδία τας αποφάσεις της Κυβερνήσεως περί του νέου δανείου. Το νόμισμα παρέμεινε σταθερόν. Αί λίραι ήσαν ζητούμεναι, αι δε κορώναι υπέστησαν ελαφράν πτώσιν. Η αγορά έκλεισεν εις τιμάς ολίγον ανωτέρας των χθεσινών. [47, 502, 247, 631]
stock-line: ΝΟΜΙΣΜΑΤΑ. — Φράγκα 2 3/4 — Λίρ. 24 3/4 — Κορώνα 5 — Ρουπιόλ 18 [47, 223, 247, 266]
offices-text-2: Το ατμόπλοιον «MANICA» αναχωρεί περί τας 4 Αυγούστου διά Νέαν Υόρκην. [1046, 1215, 1285, 1244]
divider [1301, 1513, 1511, 1514]
memorial-text: Αύριον Κυριακήν 6ην λήγοντος και ώραν 9 1/2 π.μ. τελεσθήσεται εις τον Ιερόν Ναόν Αγ. Ιωάννου μνημόσυνον υπέρ αναπαύσεως της ψυχής του πολυκλαύστου ημών υιού και αδελφού ΚΩΝΣΤΑΝΤΙΝΟΥ ΓΥΦΤΟΠΟΥΛΟΥ. Καλούνται οι συγγενείς και φίλοι. [47, 1561, 247, 1676]
article-paragraph: Επαναλαμβανομένης της συνεδριάσεως χθες 10 π.μ. συνεχίζει την κατάθεσίν του ο μάρτυς κ. Ξενοφών Στρατηγός. Εις σχετικήν ερώτησιν του κ. Προέδρου λέγει ότι η κατάληψις του Ρούπελ είχε γίνει κατόπιν συνεννοήσεως της Κυβερνήσεως μετά του Γερμανικού Επιτελείου. [524, 539, 798, 625]
article-paragraph: Μισσίος. — Και ο κ. Σκουλούδης εγνώριζε ταύτα; Στρατηγός. — Βεβαίως. Ο κ. Σκουλούδης είχε πλήρη γνώσιν της καταστάσεως. Μισσίος. — Επομένως ενήργησε εν πλήρει επιγνώσει; Στρατηγός. — Τούτο δύναμαι να βεβαιώσω. [814, 1502, 1030, 1602]
shop-owner: ΚΟΥΤΣΟΓΙΑΝΝΗ [95, 2166, 199, 2179]
